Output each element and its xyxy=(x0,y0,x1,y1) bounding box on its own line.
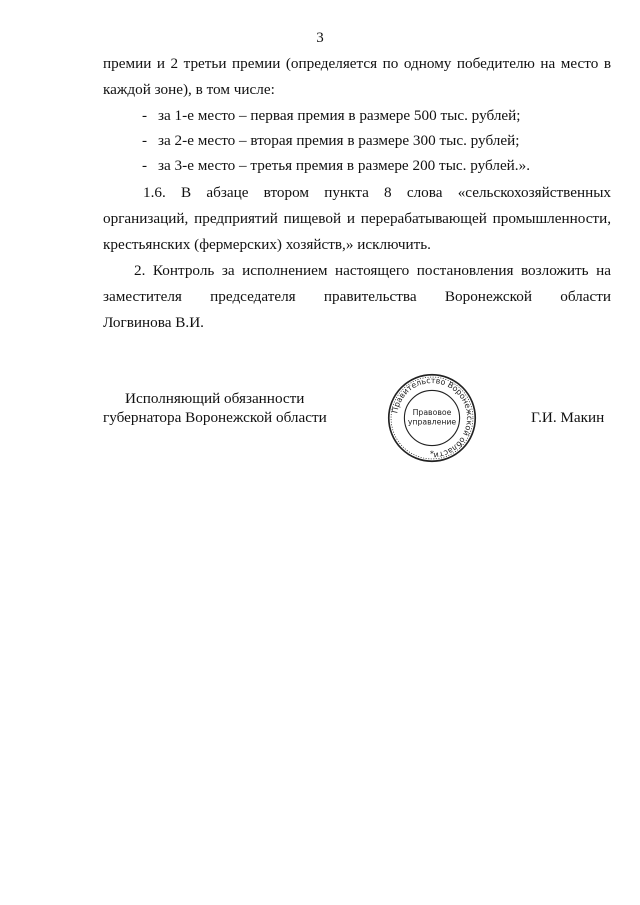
text-line: 2. Контроль за исполнением настоящего постановления возложить на xyxy=(134,262,611,279)
signatory-name: Г.И. Макин xyxy=(531,409,605,426)
list-item-text: за 1-е место – первая премия в размере 500 тыс. рублей; xyxy=(158,107,521,124)
signature-position-line: Исполняющий обязанности xyxy=(125,390,305,407)
seal-inner-text-line1: Правовое xyxy=(412,408,452,418)
list-item-text: за 3-е место – третья премия в размере 200 тыс. рублей.». xyxy=(158,157,530,174)
official-seal xyxy=(386,372,478,464)
list-item-text: за 2-е место – вторая премия в размере 300 тыс. рублей; xyxy=(158,132,520,149)
bullet-dash: - xyxy=(142,107,148,124)
list-item xyxy=(142,108,520,123)
text-line: каждой зоне), в том числе: xyxy=(103,81,275,98)
text-line: премии и 2 третьи премии (определяется по одному победителю на место в xyxy=(103,55,611,72)
list-item xyxy=(142,133,519,148)
text-line: крестьянских (фермерских) хозяйств,» исключить. xyxy=(103,236,431,253)
seal-outer-text: Правительство Воронежской области xyxy=(390,375,474,460)
page-number: 3 xyxy=(316,30,324,46)
seal-inner-text-line2: управление xyxy=(407,417,457,427)
text-line: организаций, предприятий пищевой и перерабатывающей промышленности, xyxy=(103,210,611,227)
text-line: Логвинова В.И. xyxy=(103,314,204,331)
text-line: 1.6. В абзаце втором пункта 8 слова «сельскохозяйственных xyxy=(143,184,611,201)
signature-position-line: губернатора Воронежской области xyxy=(103,409,327,426)
seal-star: * xyxy=(429,448,435,459)
text-line: заместителя председателя правительства Воронежской области xyxy=(103,288,611,305)
bullet-dash: - xyxy=(142,132,148,149)
bullet-dash: - xyxy=(142,157,148,174)
list-item xyxy=(142,158,530,173)
